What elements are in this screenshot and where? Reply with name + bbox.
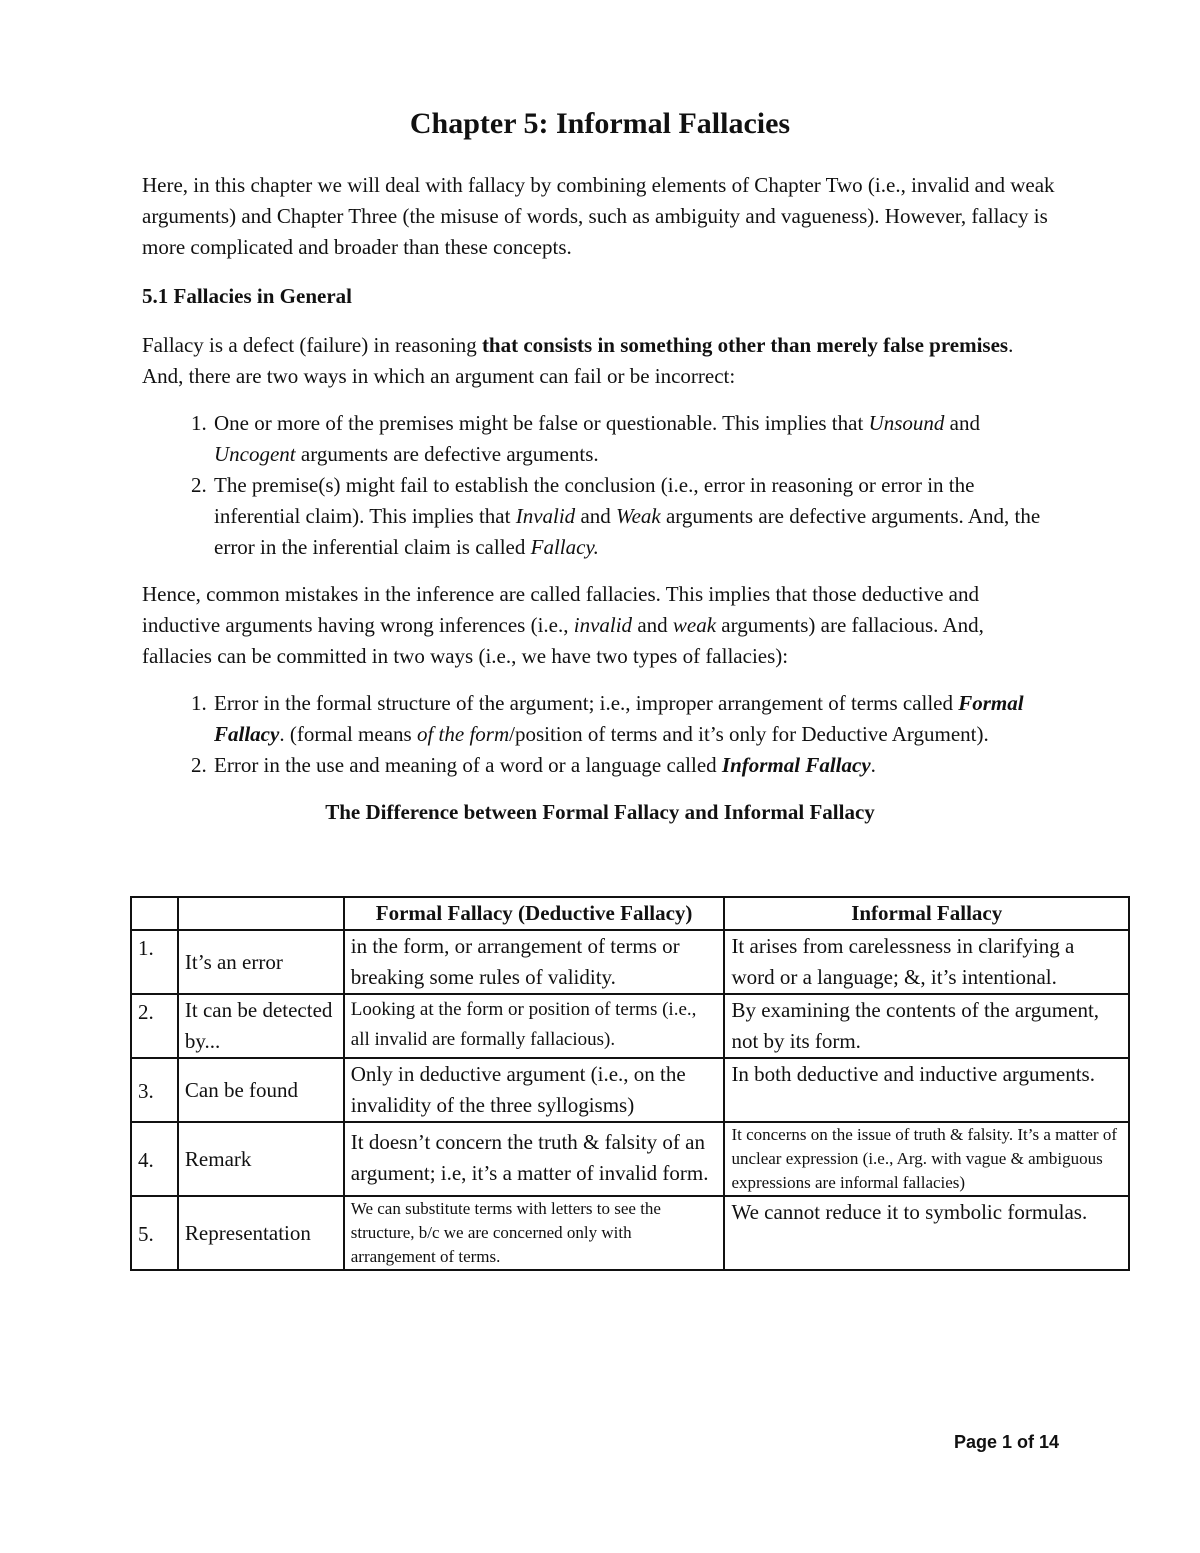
fallacy-types-list (142, 688, 1058, 781)
row-label: Can be found (178, 1058, 344, 1122)
row-number: 3. (131, 1058, 178, 1122)
section-heading: 5.1 Fallacies in General (142, 284, 352, 308)
informal-cell: In both deductive and inductive arguments. (724, 1058, 1129, 1122)
informal-cell: It concerns on the issue of truth & falsity. It’s a matter of unclear expression (i.e., Arg. with vague & ambiguous expressions are informal fallacies) (724, 1122, 1129, 1196)
header-informal-fallacy: Informal Fallacy (724, 897, 1129, 930)
informal-cell: By examining the contents of the argument, not by its form. (724, 994, 1129, 1058)
row-number: 1. (131, 930, 178, 994)
list-item: 2. Error in the use and meaning of a word or a language called Informal Fallacy. (212, 750, 1058, 781)
row-label: Representation (178, 1196, 344, 1270)
table-row (131, 994, 1129, 1058)
formal-cell: We can substitute terms with letters to see the structure, b/c we are concerned only with arrangement of terms. (344, 1196, 725, 1270)
row-label: It’s an error (178, 930, 344, 994)
table-row (131, 1196, 1129, 1270)
table-row (131, 1058, 1129, 1122)
formal-cell: Only in deductive argument (i.e., on the invalidity of the three syllogisms) (344, 1058, 725, 1122)
list-item: 2. The premise(s) might fail to establish the conclusion (i.e., error in reasoning or error in the inferential claim). This implies that Invalid and Weak arguments are defective arguments. And, the error in the inferential claim is called Fallacy. (212, 470, 1058, 563)
hence-paragraph: Hence, common mistakes in the inference are called fallacies. This implies that those deductive and inductive arguments having wrong inferences (i.e., invalid and weak arguments) are fallacious. And, fallacies can be committed in two ways (i.e., we have two types of fallacies): (142, 582, 984, 668)
intro-paragraph: Here, in this chapter we will deal with fallacy by combining elements of Chapter Two (i.e., invalid and weak arguments) and Chapter Three (the misuse of words, such as ambiguity and vagueness). However, fallacy is more complicated and broader than these concepts. (142, 173, 1055, 259)
informal-cell: It arises from carelessness in clarifying a word or a language; &, it’s intentional. (724, 930, 1129, 994)
formal-cell: Looking at the form or position of terms (i.e., all invalid are formally fallacious). (344, 994, 725, 1058)
formal-cell: in the form, or arrangement of terms or breaking some rules of validity. (344, 930, 725, 994)
row-number: 2. (131, 994, 178, 1058)
row-number: 5. (131, 1196, 178, 1270)
page-number: Page 1 of 14 (954, 1432, 1060, 1452)
page-content (142, 104, 1058, 845)
failure-list (142, 408, 1058, 563)
table-header-row (131, 897, 1129, 930)
row-label: Remark (178, 1122, 344, 1196)
row-label: It can be detected by... (178, 994, 344, 1058)
header-formal-fallacy: Formal Fallacy (Deductive Fallacy) (344, 897, 725, 930)
definition-paragraph: Fallacy is a defect (failure) in reasoning that consists in something other than merely false premises. And, there are two ways in which an argument can fail or be incorrect: (142, 333, 1014, 388)
informal-cell: We cannot reduce it to symbolic formulas. (724, 1196, 1129, 1270)
row-number: 4. (131, 1122, 178, 1196)
formal-cell: It doesn’t concern the truth & falsity of an argument; i.e, it’s a matter of invalid form. (344, 1122, 725, 1196)
comparison-table (130, 896, 1130, 1271)
table-title: The Difference between Formal Fallacy and Informal Fallacy (325, 800, 875, 824)
table-row (131, 1122, 1129, 1196)
list-item: 1. Error in the formal structure of the argument; i.e., improper arrangement of terms called Formal Fallacy. (formal means of the form/position of terms and it’s only for Deductive Argument). (212, 688, 1058, 750)
header-empty-cell (178, 897, 344, 930)
header-empty-cell (131, 897, 178, 930)
table-row (131, 930, 1129, 994)
chapter-title: Chapter 5: Informal Fallacies (409, 107, 791, 140)
list-item: 1. One or more of the premises might be false or questionable. This implies that Unsound and Uncogent arguments are defective arguments. (212, 408, 1058, 470)
